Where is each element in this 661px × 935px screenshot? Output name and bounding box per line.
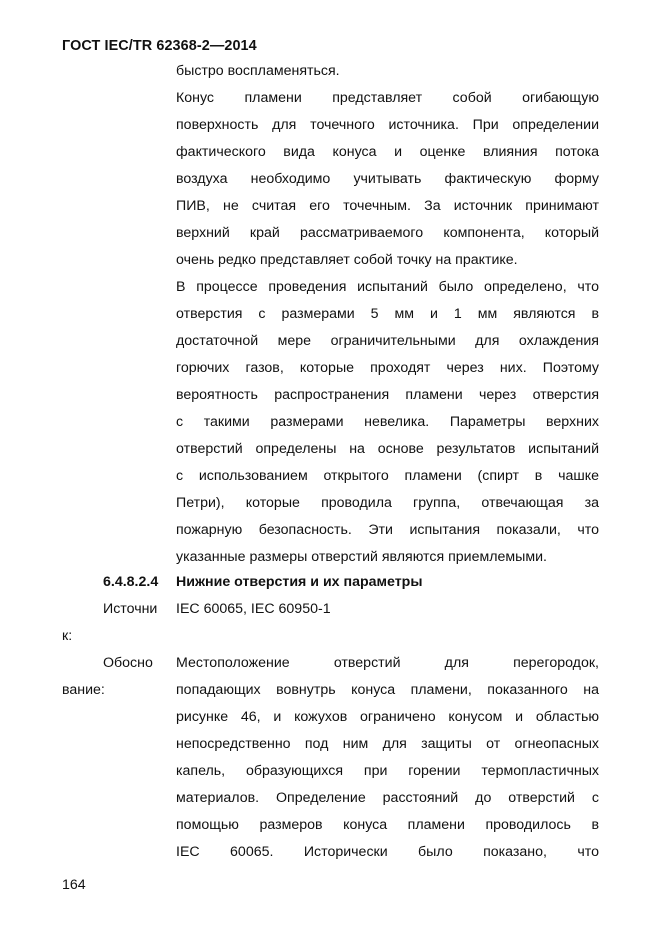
- text-line: IEC 60065. Исторически было показано, что: [176, 844, 599, 860]
- text-line: верхний край рассматриваемого компонента, который: [176, 225, 599, 241]
- text-line: Местоположение отверстий для перегородок,: [176, 655, 599, 671]
- text-line: очень редко представляет собой точку на практике.: [176, 252, 518, 268]
- text-line: с использованием открытого пламени (спирт в чашке: [176, 468, 599, 484]
- paragraph-flame-cone: [176, 85, 599, 274]
- source-label-wrap: к:: [62, 628, 73, 644]
- text-line: пожарную безопасность. Эти испытания показали, что: [176, 522, 599, 538]
- source-value: IEC 60065, IEC 60950-1: [176, 601, 331, 617]
- text-line: фактического вида конуса и оценке влияния потока: [176, 144, 599, 160]
- text-line: отверстий определены на основе результатов испытаний: [176, 441, 599, 457]
- document-header: ГОСТ IEC/TR 62368-2—2014: [62, 38, 257, 54]
- page-number: 164: [62, 877, 86, 893]
- section-number: 6.4.8.2.4: [103, 574, 159, 590]
- text-line: горючих газов, которые проходят через них. Поэтому: [176, 360, 599, 376]
- paragraph-test-results: [176, 274, 599, 571]
- text-line: рисунке 46, и кожухов ограничено конусом и областью: [176, 709, 599, 725]
- text-line: В процессе проведения испытаний было определено, что: [176, 279, 599, 295]
- paragraph-continuation: [176, 58, 599, 85]
- text-line: Петри), которые проводила группа, отвечающая за: [176, 495, 599, 511]
- text-line: помощью размеров конуса пламени проводилось в: [176, 817, 599, 833]
- section-title: Нижние отверстия и их параметры: [176, 574, 423, 590]
- text-line: указанные размеры отверстий являются приемлемыми.: [176, 549, 547, 565]
- text-line: попадающих вовнутрь конуса пламени, показанного на: [176, 682, 599, 698]
- text-line: материалов. Определение расстояний до отверстий с: [176, 790, 599, 806]
- text-line: вероятность распространения пламени через отверстия: [176, 387, 599, 403]
- text-line: поверхность для точечного источника. При определении: [176, 117, 599, 133]
- text-line: с такими размерами невелика. Параметры верхних: [176, 414, 599, 430]
- text-line: капель, образующихся при горении термопластичных: [176, 763, 599, 779]
- text-line: отверстия с размерами 5 мм и 1 мм являются в: [176, 306, 599, 322]
- text-line: непосредственно под ним для защиты от огнеопасных: [176, 736, 599, 752]
- text-line: воздуха необходимо учитывать фактическую форму: [176, 171, 599, 187]
- text-line: Конус пламени представляет собой огибающую: [176, 90, 599, 106]
- text-line: достаточной мере ограничительными для охлаждения: [176, 333, 599, 349]
- rationale-label: Обосно: [103, 655, 153, 671]
- text-line: ПИВ, не считая его точечным. За источник принимают: [176, 198, 599, 214]
- source-label: Источни: [103, 601, 158, 617]
- paragraph-rationale: [176, 650, 599, 866]
- rationale-label-wrap: вание:: [62, 682, 105, 698]
- text-line: быстро воспламеняться.: [176, 63, 340, 79]
